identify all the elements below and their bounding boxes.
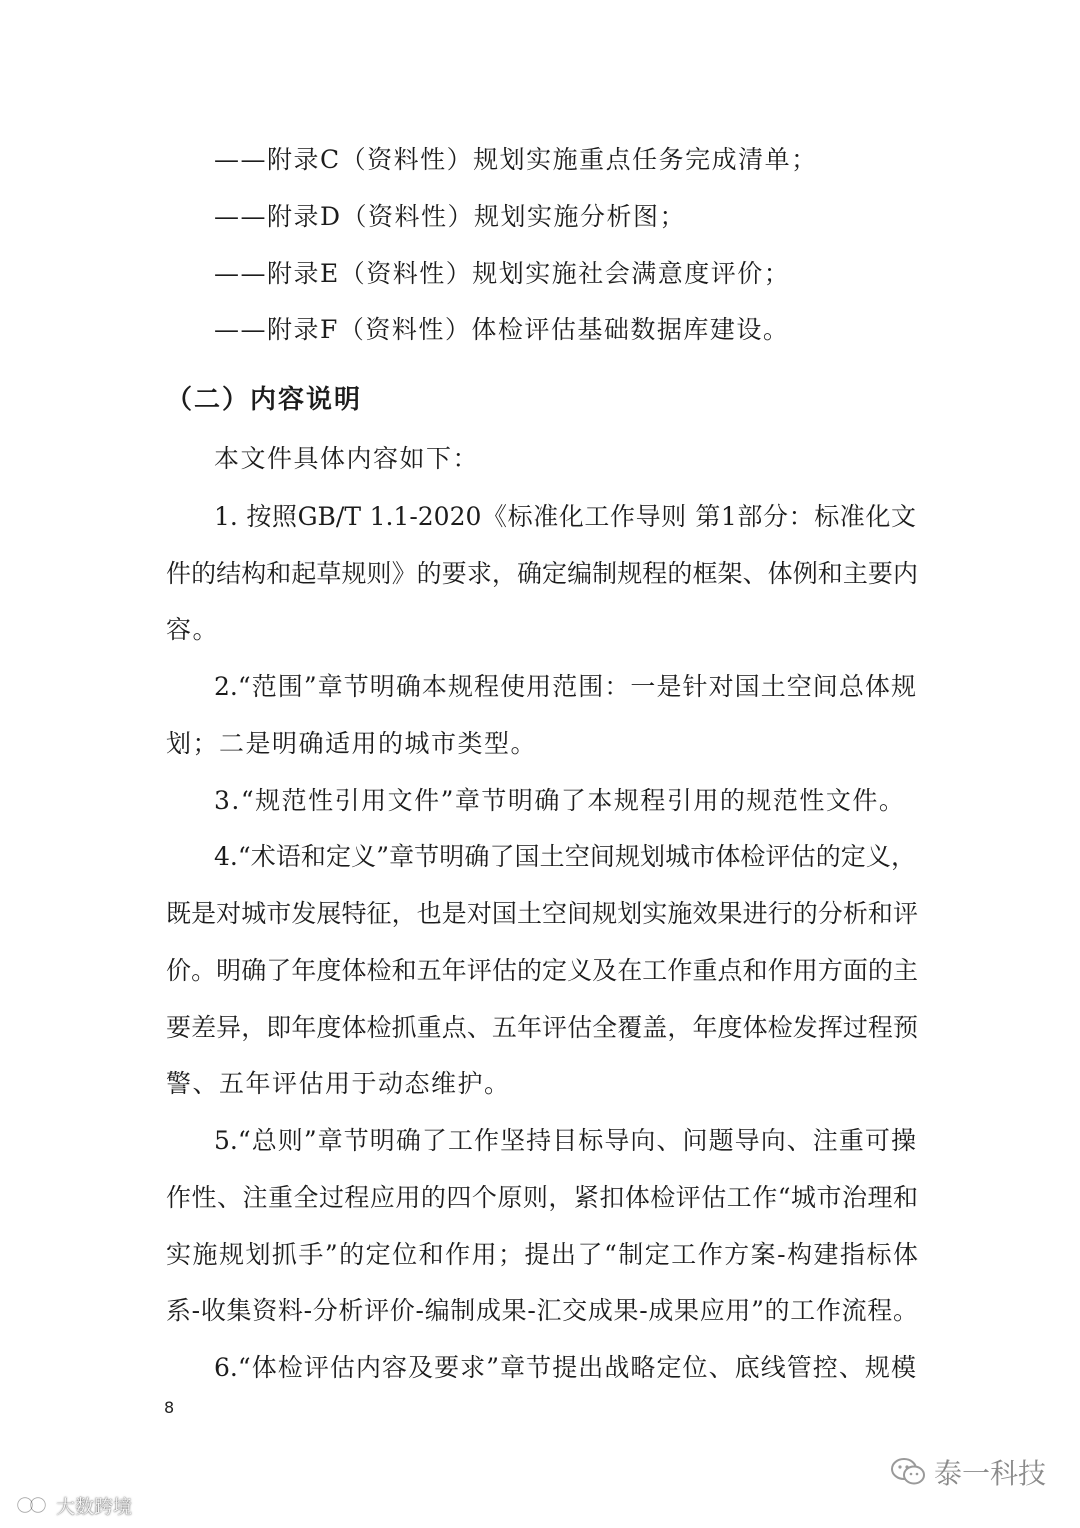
item4-line3: 价。明确了年度体检和五年评估的定义及在工作重点和作用方面的主 [166,956,918,985]
section-heading: （二）内容说明 [166,385,363,415]
item1-line3: 容。 [166,615,220,644]
item2-line2: 划；二是明确适用的城市类型。 [166,729,538,758]
watermark-right [890,1452,1046,1492]
item3-line1: 3.“规范性引用文件”章节明确了本规程引用的规范性文件。 [214,786,906,815]
item6-line1: 6.“体检评估内容及要求”章节提出战略定位、底线管控、规模 [214,1353,916,1382]
item2-line1: 2.“范围”章节明确本规程使用范围：一是针对国土空间总体规 [214,672,916,701]
item4-line4: 要差异，即年度体检抓重点、五年评估全覆盖，年度体检发挥过程预 [166,1013,918,1042]
intro-text: 本文件具体内容如下： [214,444,480,473]
item5-line2: 作性、注重全过程应用的四个原则，紧扣体检评估工作“城市治理和 [166,1183,918,1212]
item5-line4: 系-收集资料-分析评价-编制成果-汇交成果-成果应用”的工作流程。 [166,1296,918,1325]
item5-line1: 5.“总则”章节明确了工作坚持目标导向、问题导向、注重可操 [214,1126,916,1155]
item4-line5: 警、五年评估用于动态维护。 [166,1069,511,1098]
appendix-e: ——附录E（资料性）规划实施社会满意度评价； [214,259,791,288]
item5-line3: 实施规划抓手”的定位和作用；提出了“制定工作方案-构建指标体 [166,1240,918,1269]
appendix-f: ——附录F（资料性）体检评估基础数据库建设。 [214,315,790,344]
appendix-c: ——附录C（资料性）规划实施重点任务完成清单； [214,145,818,174]
item4-line1: 4.“术语和定义”章节明确了国土空间规划城市体检评估的定义， [214,842,916,871]
item1-line2: 件的结构和起草规则》的要求，确定编制规程的框架、体例和主要内 [166,559,918,588]
watermark-right-text: 泰一科技 [933,1457,1046,1490]
item4-line2: 既是对城市发展特征，也是对国土空间规划实施效果进行的分析和评 [166,899,918,928]
item1-line1: 1. 按照GB/T 1.1-2020《标准化工作导则 第1部分：标准化文 [214,502,916,531]
chat-bubbles-icon [890,1457,926,1487]
watermark-logo-icon [8,1493,50,1517]
watermark-left-text: 大数跨境 [56,1495,133,1518]
page-number: 8 [164,1398,175,1417]
watermark-left [8,1490,132,1520]
appendix-d: ——附录D（资料性）规划实施分析图； [214,202,687,231]
